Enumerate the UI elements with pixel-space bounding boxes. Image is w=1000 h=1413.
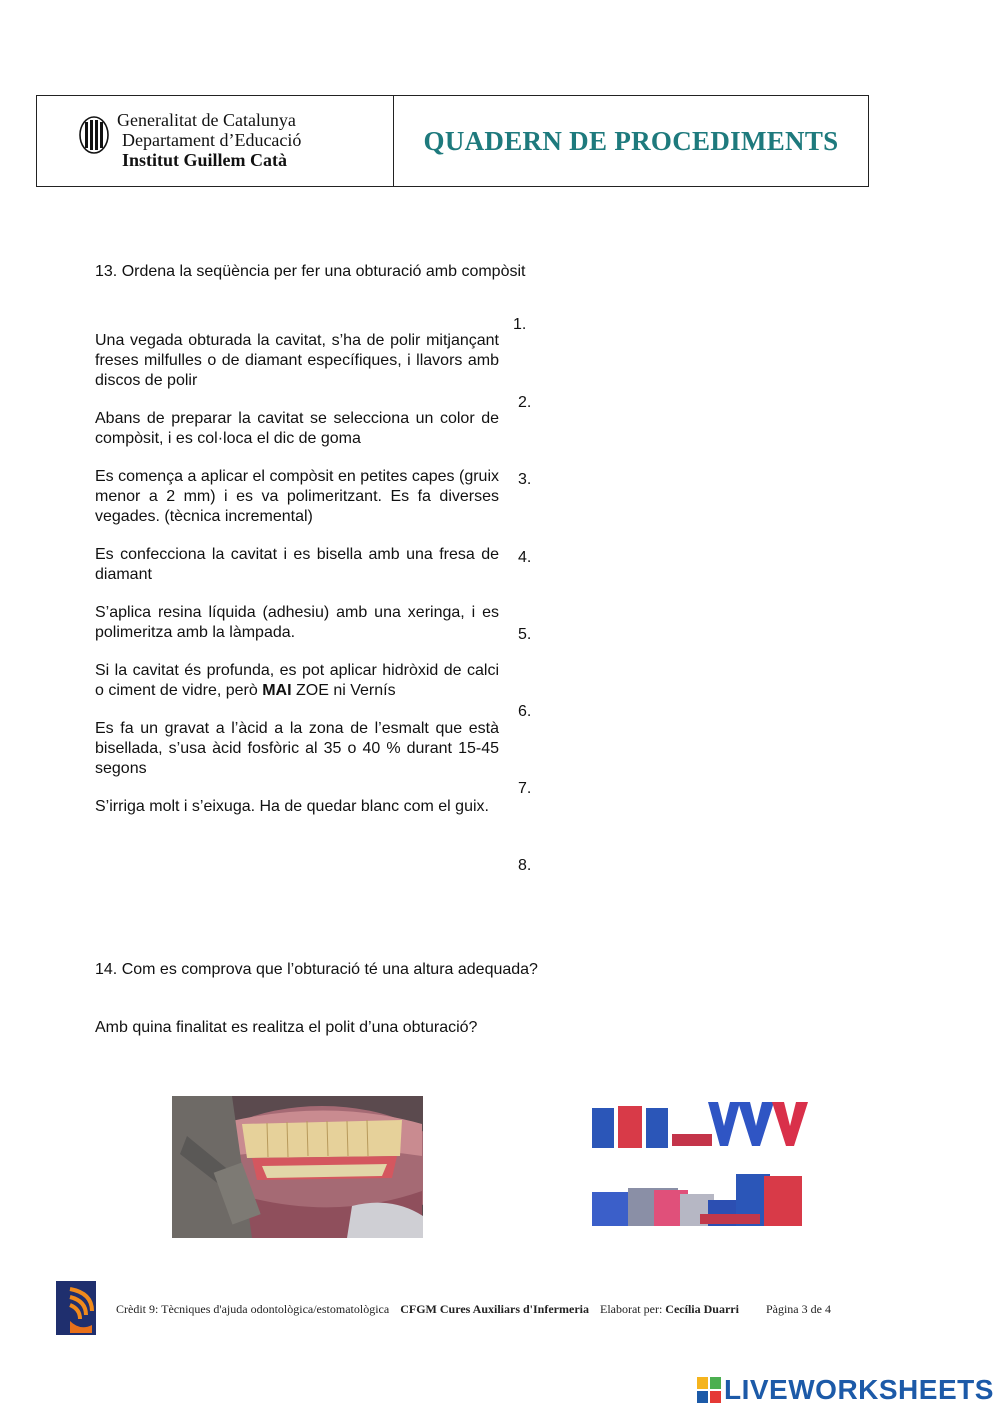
footer-page-number: Pàgina 3 de 4 bbox=[765, 1302, 831, 1316]
step-item[interactable]: S’irriga molt i s’eixuga. Ha de quedar blanc com el guix. bbox=[95, 798, 489, 815]
title-block bbox=[394, 96, 868, 186]
org-line-2: Departament d’Educació bbox=[122, 130, 302, 150]
page-header bbox=[36, 95, 869, 187]
document-title: QUADERN DE PROCEDIMENTS bbox=[423, 125, 839, 156]
step-list bbox=[95, 331, 499, 817]
teeth-photo bbox=[172, 1096, 423, 1238]
org-line-1: Generalitat de Catalunya bbox=[117, 110, 296, 130]
institution-name bbox=[117, 110, 301, 170]
liveworksheets-logo-icon bbox=[697, 1377, 721, 1403]
step-item[interactable]: Abans de preparar la cavitat se selecciona un color de compòsit, i es col·loca el dic de goma bbox=[95, 410, 499, 447]
answer-slot-number: 6. bbox=[518, 703, 532, 720]
answer-slot-number: 7. bbox=[518, 780, 532, 797]
answer-slot-number: 4. bbox=[518, 549, 532, 566]
footer-credit: Crèdit 9: Tècniques d'ajuda odontològica/estomatològica bbox=[116, 1302, 390, 1316]
step-text-emphasis: MAI bbox=[262, 682, 292, 699]
liveworksheets-brand[interactable] bbox=[697, 1374, 994, 1406]
org-line-3: Institut Guillem Catà bbox=[122, 150, 288, 170]
step-text-before: Si la cavitat és profunda, es pot aplicar hidròxid de calci o ciment de vidre, però bbox=[95, 662, 499, 699]
answer-slot-number: 2. bbox=[518, 394, 532, 411]
answer-slot-number: 3. bbox=[518, 471, 532, 488]
question-13-prompt: 13. Ordena la seqüència per fer una obturació amb compòsit bbox=[95, 263, 526, 280]
step-item[interactable]: Es fa un gravat a l’àcid a la zona de l’esmalt que està bisellada, s’usa àcid fosfòric al 35 o 40 % durant 15-45 segons bbox=[95, 720, 499, 777]
answer-slot-number: 1. bbox=[513, 316, 527, 333]
footer-author: Cecília Duarri bbox=[665, 1302, 739, 1316]
answer-slot-number: 5. bbox=[518, 626, 532, 643]
liveworksheets-wordmark: LIVEWORKSHEETS bbox=[724, 1374, 994, 1405]
step-item[interactable]: Una vegada obturada la cavitat, s’ha de polir mitjançant freses milfulles o de diamant específiques, i llavors amb discos de polir bbox=[95, 332, 499, 389]
step-item[interactable] bbox=[95, 661, 499, 701]
question-14-prompt: 14. Com es comprova que l’obturació té una altura adequada? bbox=[95, 961, 538, 978]
answer-slot-number: 8. bbox=[518, 857, 532, 874]
generalitat-logo-icon bbox=[79, 116, 109, 154]
footer-author-label: Elaborat per: bbox=[599, 1302, 663, 1316]
footer-course: CFGM Cures Auxiliars d'Infermeria bbox=[400, 1302, 589, 1316]
question-14-subprompt: Amb quina finalitat es realitza el polit d’una obturació? bbox=[95, 1019, 478, 1036]
articulating-paper-photo bbox=[588, 1096, 810, 1238]
step-item[interactable]: S’aplica resina líquida (adhesiu) amb una xeringa, i es polimeritza amb la làmpada. bbox=[95, 604, 499, 641]
footer bbox=[116, 1302, 831, 1317]
school-logo-icon bbox=[56, 1281, 96, 1335]
step-text-after: ZOE ni Vernís bbox=[291, 682, 396, 699]
step-item[interactable]: Es comença a aplicar el compòsit en petites capes (gruix menor a 2 mm) i es va polimeritzant. Es fa diverses vegades. (tècnica incremental) bbox=[95, 468, 499, 525]
institution-block bbox=[37, 96, 394, 186]
step-item[interactable]: Es confecciona la cavitat i es bisella amb una fresa de diamant bbox=[95, 546, 499, 583]
